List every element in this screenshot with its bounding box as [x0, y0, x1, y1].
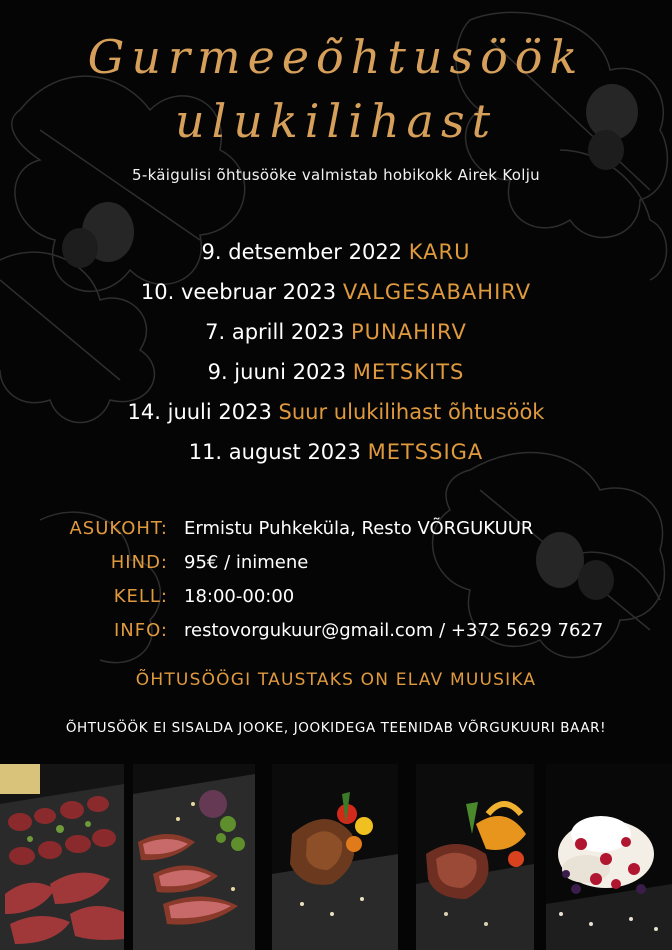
price-value: 95€ / inimene	[184, 552, 309, 573]
date-row-karu	[0, 232, 672, 272]
event-name: METSSIGA	[367, 440, 484, 464]
info-row-time	[0, 580, 672, 614]
info-row-contact	[0, 614, 672, 648]
event-date: 11. august 2023	[188, 440, 361, 464]
info-row-price	[0, 546, 672, 580]
event-name: METSKITS	[352, 360, 465, 384]
time-label: KELL:	[113, 586, 168, 607]
event-dates-list	[0, 232, 672, 472]
event-date: 9. detsember 2022	[201, 240, 403, 264]
live-music-note: ÕHTUSÖÖGI TAUSTAKS ON ELAV MUUSIKA	[135, 670, 537, 690]
meat-with-vegetables-image	[416, 764, 534, 950]
food-photo-strip	[0, 764, 672, 950]
page-title-line-2: ulukilihast	[174, 94, 498, 148]
event-date: 7. aprill 2023	[205, 320, 345, 344]
sliced-duck-breast-image	[133, 764, 255, 950]
berry-dessert-image	[546, 764, 672, 950]
date-row-valgesabahirv	[0, 272, 672, 312]
price-label: HIND:	[110, 552, 168, 573]
info-row-location	[0, 512, 672, 546]
drinks-notice: ÕHTUSÖÖK EI SISALDA JOOKE, JOOKIDEGA TEENIDAB VÕRGUKUURI BAAR!	[65, 720, 607, 736]
event-name: VALGESABAHIRV	[342, 280, 532, 304]
event-date: 10. veebruar 2023	[140, 280, 337, 304]
contact-label: INFO:	[113, 620, 168, 641]
page-title-line-1: Gurmeeõhtusöök	[87, 30, 585, 84]
date-row-metskits	[0, 352, 672, 392]
time-value: 18:00-00:00	[184, 586, 295, 607]
event-name: Suur ulukilihast õhtusöök	[278, 400, 545, 424]
event-date: 14. juuli 2023	[127, 400, 272, 424]
date-row-metssiga	[0, 432, 672, 472]
contact-value: restovorgukuur@gmail.com / +372 5629 7627	[184, 620, 604, 641]
date-row-suur-ulukilihast	[0, 392, 672, 432]
cured-meat-platter-image	[0, 764, 124, 950]
event-name: PUNAHIRV	[350, 320, 467, 344]
date-row-punahirv	[0, 312, 672, 352]
grilled-meat-with-peppers-image	[272, 764, 398, 950]
subtitle: 5-käigulisi õhtusööke valmistab hobikokk Airek Kolju	[132, 166, 540, 184]
event-info-block	[0, 512, 672, 648]
event-date: 9. juuni 2023	[207, 360, 347, 384]
location-value: Ermistu Puhkeküla, Resto VÕRGUKUUR	[184, 518, 534, 539]
event-name: KARU	[408, 240, 471, 264]
location-label: ASUKOHT:	[69, 518, 168, 539]
